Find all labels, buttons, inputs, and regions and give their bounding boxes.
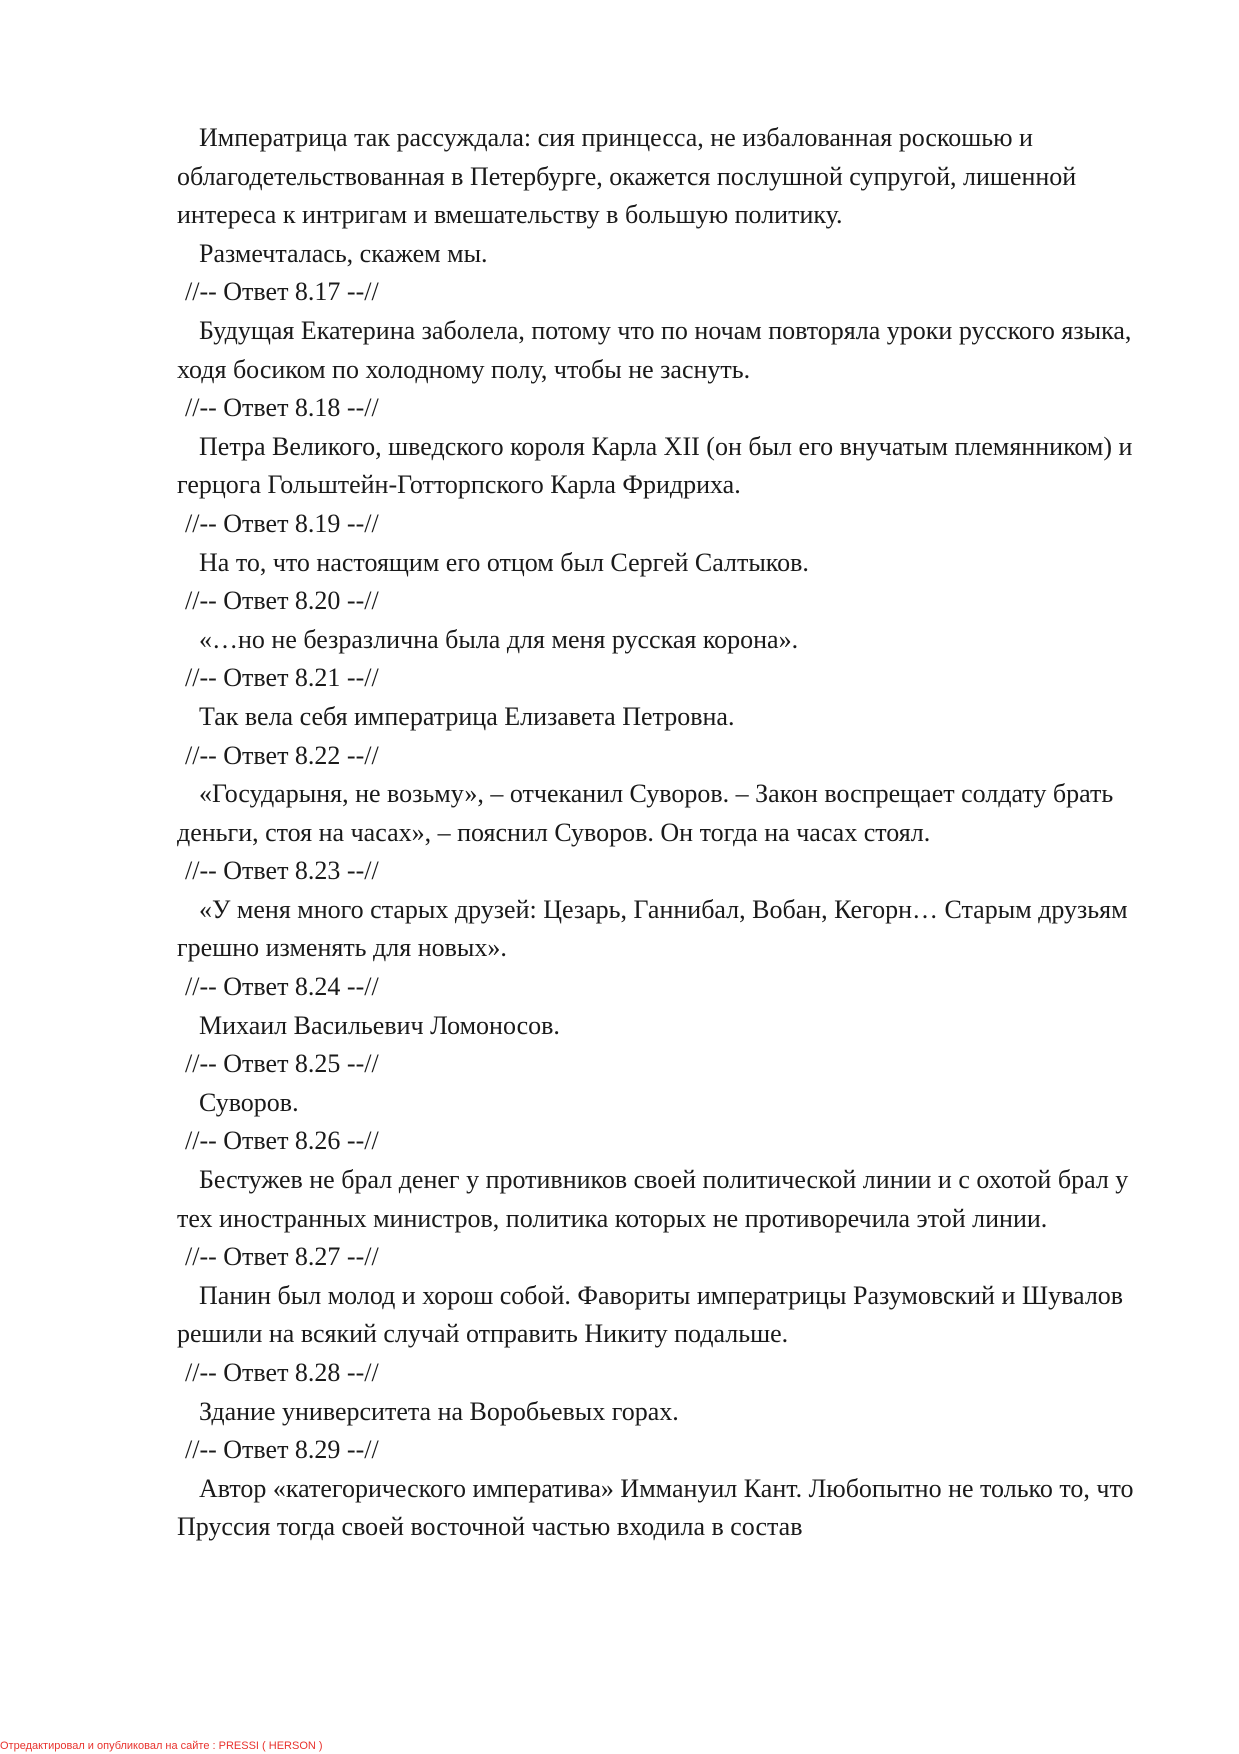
answer-marker: //-- Ответ 8.21 --// — [185, 663, 379, 693]
answer-marker: //-- Ответ 8.18 --// — [185, 393, 379, 423]
answer-marker: //-- Ответ 8.24 --// — [185, 972, 379, 1002]
answer-paragraph: Здание университета на Воробьевых горах. — [199, 1396, 679, 1426]
answer-paragraph: Панин был молод и хорош собой. Фавориты императрицы Разумовский и Шувалов решили на всякий случай отправить Никиту подальше. — [177, 1280, 1124, 1349]
answer-marker: //-- Ответ 8.26 --// — [185, 1126, 379, 1156]
answer-paragraph: Будущая Екатерина заболела, потому что по ночам повторяла уроки русского языка, ходя босиком по холодному полу, чтобы не заснуть. — [177, 315, 1132, 384]
answer-paragraph: Размечталась, скажем мы. — [199, 238, 488, 268]
answer-paragraph: «У меня много старых друзей: Цезарь, Ганнибал, Вобан, Кегорн… Старым друзьям грешно изменять для новых». — [177, 894, 1128, 963]
answer-marker: //-- Ответ 8.25 --// — [185, 1049, 379, 1079]
answer-paragraph: Автор «категорического императива» Иммануил Кант. Любопытно не только то, что Пруссия тогда своей восточной частью входила в состав — [177, 1473, 1134, 1542]
answer-paragraph: Бестужев не брал денег у противников своей политической линии и с охотой брал у тех иностранных министров, политика которых не противоречила этой линии. — [177, 1165, 1129, 1233]
answer-paragraph: «Государыня, не возьму», – отчеканил Суворов. – Закон воспрещает солдату брать деньги, стоя на часах», – пояснил Суворов. Он тогда на часах стоял. — [177, 779, 1114, 847]
answer-marker: //-- Ответ 8.23 --// — [185, 856, 379, 886]
answer-text-body — [177, 119, 1137, 1547]
answer-paragraph: «…но не безразлична была для меня русская корона». — [199, 624, 799, 654]
answer-marker: //-- Ответ 8.27 --// — [185, 1242, 379, 1272]
answer-marker: //-- Ответ 8.29 --// — [185, 1435, 379, 1465]
answer-marker: //-- Ответ 8.17 --// — [185, 277, 379, 307]
answer-marker: //-- Ответ 8.19 --// — [185, 508, 379, 538]
answer-marker: //-- Ответ 8.28 --// — [185, 1358, 379, 1387]
answer-marker: //-- Ответ 8.22 --// — [185, 740, 379, 770]
publisher-footer: Отредактировал и опубликовал на сайте : PRESSI ( HERSON ) — [0, 1740, 323, 1752]
answer-paragraph: На то, что настоящим его отцом был Сергей Салтыков. — [199, 547, 809, 577]
answer-paragraph: Так вела себя императрица Елизавета Петровна. — [199, 701, 735, 731]
answer-paragraph: Петра Великого, шведского короля Карла XII (он был его внучатым племянником) и герцога Гольштейн-Готторпского Карла Фридриха. — [177, 431, 1133, 500]
answer-paragraph: Императрица так рассуждала: сия принцесса, не избалованная роскошью и облагодетельствованная в Петербурге, окажется послушной супругой, лишенной интереса к интригам и вмешательству в большую политику. — [177, 123, 1077, 230]
answer-paragraph: Михаил Васильевич Ломоносов. — [199, 1010, 560, 1040]
answer-paragraph: Суворов. — [199, 1087, 299, 1117]
answer-marker: //-- Ответ 8.20 --// — [185, 586, 379, 616]
